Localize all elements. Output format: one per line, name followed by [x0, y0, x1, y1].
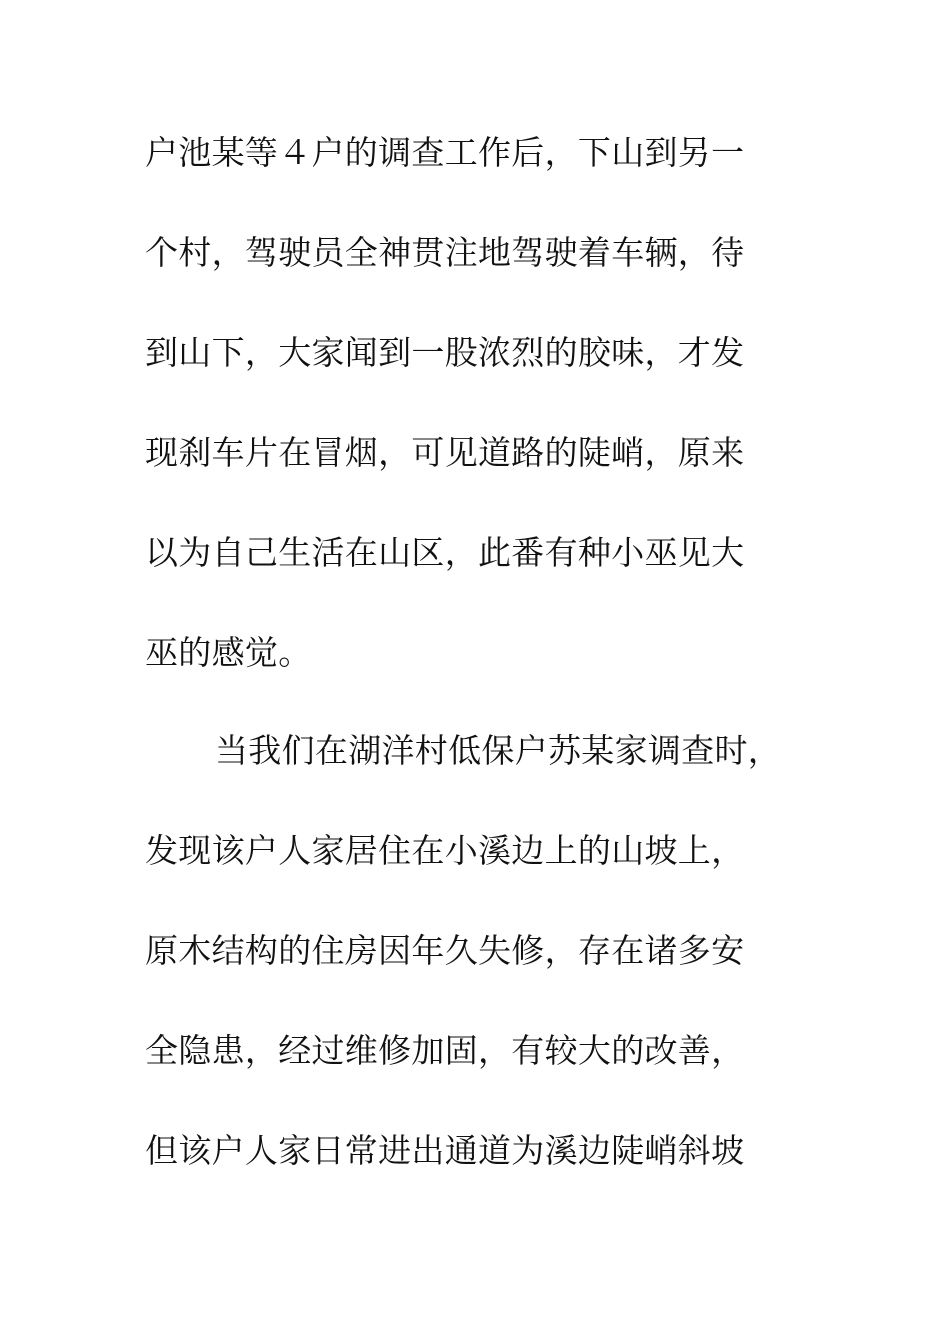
- text-line-9: 原木结构的住房因年久失修，存在诸多安: [145, 931, 745, 970]
- paragraph-start-line: 当我们在湖洋村低保户苏某家调查时，: [215, 731, 782, 770]
- text-line-10: 全隐患，经过维修加固，有较大的改善，: [145, 1031, 745, 1070]
- text-line-1: 户池某等４户的调查工作后，下山到另一: [145, 133, 745, 172]
- text-line-11: 但该户人家日常进出通道为溪边陡峭斜坡: [145, 1131, 745, 1170]
- text-line-6: 巫的感觉。: [145, 633, 312, 672]
- text-line-4: 现刹车片在冒烟，可见道路的陡峭，原来: [145, 433, 745, 472]
- text-line-8: 发现该户人家居住在小溪边上的山坡上，: [145, 831, 745, 870]
- text-line-5: 以为自己生活在山区，此番有种小巫见大: [145, 533, 745, 572]
- text-line-2: 个村，驾驶员全神贯注地驾驶着车辆，待: [145, 233, 745, 272]
- text-line-3: 到山下，大家闻到一股浓烈的胶味，才发: [145, 333, 745, 372]
